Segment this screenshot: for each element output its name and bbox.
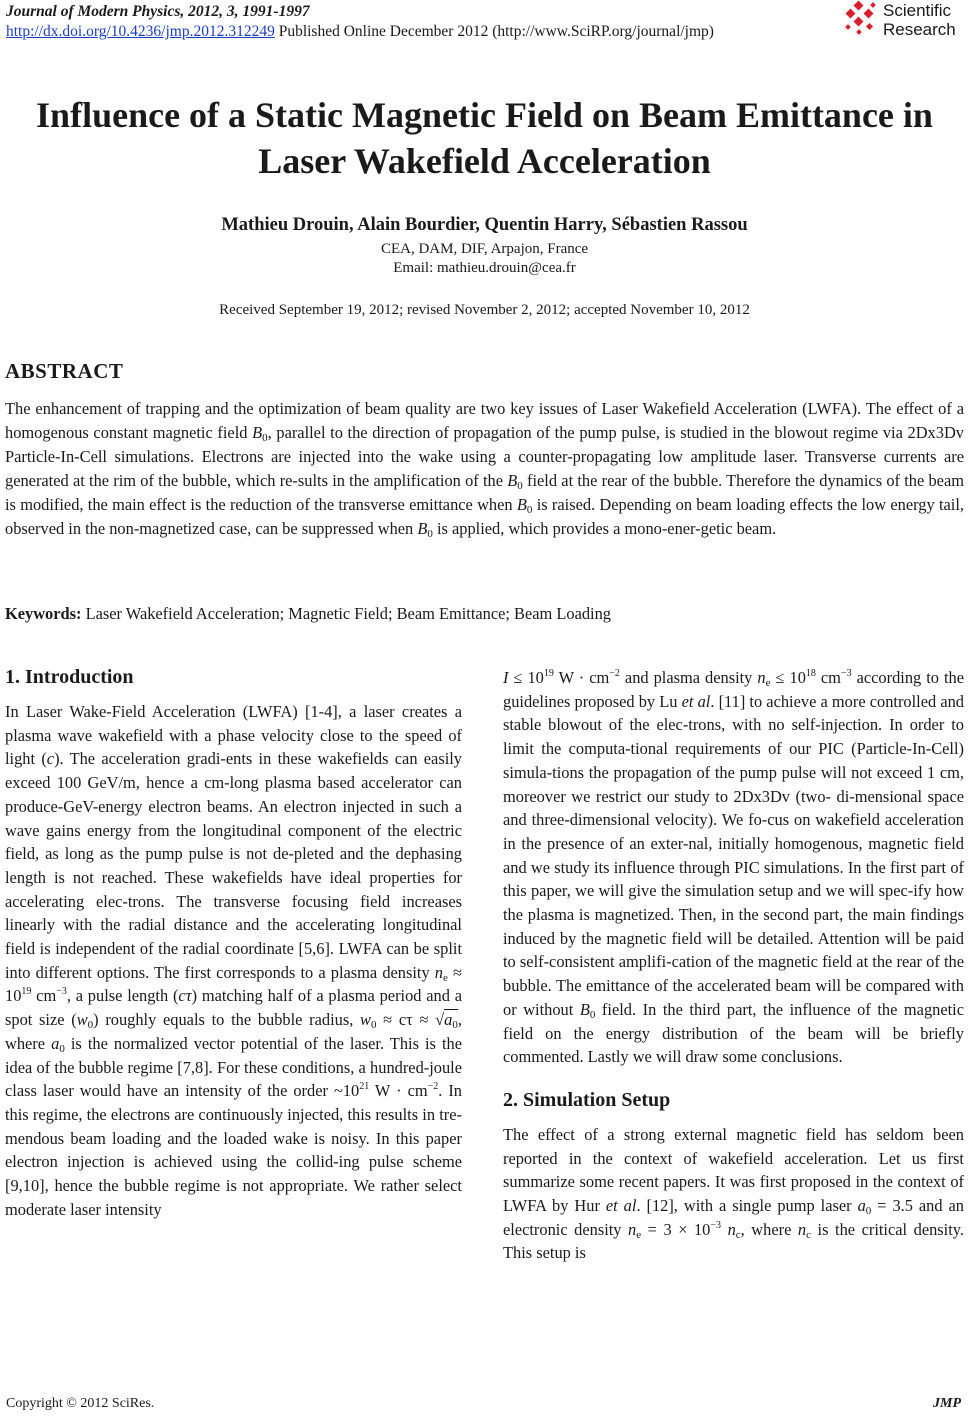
footer-copyright: Copyright © 2012 SciRes. xyxy=(6,1396,155,1411)
authors: Mathieu Drouin, Alain Bourdier, Quentin Harry, Sébastien Rassou xyxy=(221,215,748,235)
affiliation-block xyxy=(0,240,969,278)
scirp-logo xyxy=(841,0,963,44)
title-line-2: Laser Wakefield Acceleration xyxy=(258,141,711,181)
right-column xyxy=(503,660,964,1265)
intro-paragraph: In Laser Wake-Field Acceleration (LWFA) [1-4], a laser creates a plasma wave wakefield with a phase velocity close to the speed of light (c). The acceleration gradi-ents in these wakefields can easily exceed 100 GeV/m, hence a cm-long plasma based accelerator can produce-GeV-energy electron beams. An electron injected in such a wave gains energy from the longitudinal component of the electric field, as long as the pump pulse is not de-pleted and the dephasing length is not reached. These wakefields have ideal properties for accelerating elec-trons. The transverse focusing field increases linearly with the radial distance and the accelerating longitudinal field is independent of the radial coordinate [5,6]. LWFA can be split into different options. The first corresponds to a plasma density $n_e \approx 10^{19}$ $cm^{-3}$, a pulse length (cτ) matching half of a plasma period and a spot size $(w_0)$ roughly equals to the bubble radius, $w_0 \approx c\tau \approx √a_0$, where $a_0$ is the normalized vector potential of the laser. This is the idea of the bubble regime [7,8]. For these conditions, a hundred-joule class laser would have an intensity of the order $\sim 10^{21}$ $W \cdot cm^{-2}$. In this regime, the electrons are continuously injected, this results in tre-mendous beam loading and the loaded wake is noisy. In this paper electron injection is achieved using the collid-ing pulse scheme [9,10], hence the bubble regime is not appropriate. We rather select moderate laser intensity xyxy=(5,702,463,1219)
published-online: Published Online December 2012 (http://www.SciRP.org/journal/jmp) xyxy=(274,23,714,40)
logo-line-2: Research xyxy=(883,20,956,39)
keywords-label: Keywords: xyxy=(5,604,82,623)
scirp-logo-icon xyxy=(841,0,881,44)
email: Email: mathieu.drouin@cea.fr xyxy=(393,260,576,276)
abstract-text: The enhancement of trapping and the optimization of beam quality are two key issues of Laser Wakefield Acceleration (LWFA). The effect of a homogenous constant magnetic field $B_0$, parallel to the direction of propagation of the pump pulse, is studied in the blowout regime via 2Dx3Dv Particle-In-Cell simulations. Electrons are injected into the wake using a counter-propagating low amplitude laser. Transverse currents are generated at the rim of the bubble, which re-sults in the amplification of the $B_0$ field at the rear of the bubble. Therefore the dynamics of the beam is modified, the main effect is the reduction of the transverse emittance when $B_0$ is raised. Depending on beam loading effects the low energy tail, observed in the non-magnetized case, can be suppressed when $B_0$ is applied, which provides a mono-ener-getic beam. xyxy=(5,399,964,540)
left-column xyxy=(5,664,462,1221)
title-line-1: Influence of a Static Magnetic Field on Beam Emittance in xyxy=(36,95,933,135)
logo-line-1: Scientific xyxy=(883,1,952,20)
keywords-list: Laser Wakefield Acceleration; Magnetic Field; Beam Emittance; Beam Loading xyxy=(81,604,612,623)
journal-citation: , 2012, 3, 1991-1997 xyxy=(180,3,310,20)
affiliation: CEA, DAM, DIF, Arpajon, France xyxy=(380,241,589,257)
received-dates: Received September 19, 2012; revised November 2, 2012; accepted November 10, 2012 xyxy=(219,302,750,318)
footer-journal: JMP xyxy=(933,1396,961,1411)
abstract-heading: ABSTRACT xyxy=(5,359,124,383)
doi-link[interactable]: http://dx.doi.org/10.4236/jmp.2012.312249 xyxy=(6,23,275,40)
keywords xyxy=(5,604,611,624)
page-header xyxy=(6,2,714,42)
intro-continued: $I \le 10^{19}$ $W \cdot cm^{-2}$ and plasma density $n_e \le 10^{18}$ $cm^{-3}$ according to the guidelines proposed by Lu et al. [11] to achieve a more controlled and stable blowout of the elec-trons, with no self-injection. In order to limit the computa-tional requirements of our PIC (Particle-In-Cell) simula-tions the propagation of the pump pulse will not exceed 1 cm, moreover we restrict our study to 2Dx3Dv (two- di-mensional space and three-dimensional velocity). We fo-cus on wakefield acceleration in the presence of an exter-nal, initially homogenous, magnetic field and we study its influence through PIC simulations. In the first part of this paper, we will give the simulation setup and we will spec-ify how the plasma is magnetized. Then, in the second part, the main findings induced by the magnetic field will be detailed. Attention will be paid to self-consistent amplifi-cation of the magnetic field at the rear of the bubble. The emittance of the accelerated beam will be compared with or without $B_0$ field. In the third part, the influence of the magnetic field on the energy distribution of the beam will be briefly commented. Lastly we will draw some conclusions. xyxy=(503,668,965,1067)
simulation-setup-paragraph: The effect of a strong external magnetic field has seldom been reported in the context of wakefield acceleration. Let us first summarize some recent papers. It was first proposed in the context of LWFA by Hur et al. [12], with a single pump laser $a_0 = 3.5$ and an electronic density $n_e = 3 \times 10^{-3}$ $n_c$, where $n_c$ is the critical density. This setup is xyxy=(503,1124,964,1263)
paper-title xyxy=(0,92,969,184)
logo-text xyxy=(883,1,956,39)
section-2-heading: 2. Simulation Setup xyxy=(503,1088,671,1111)
section-1-heading: 1. Introduction xyxy=(5,666,134,688)
journal-name: Journal of Modern Physics xyxy=(6,3,181,20)
